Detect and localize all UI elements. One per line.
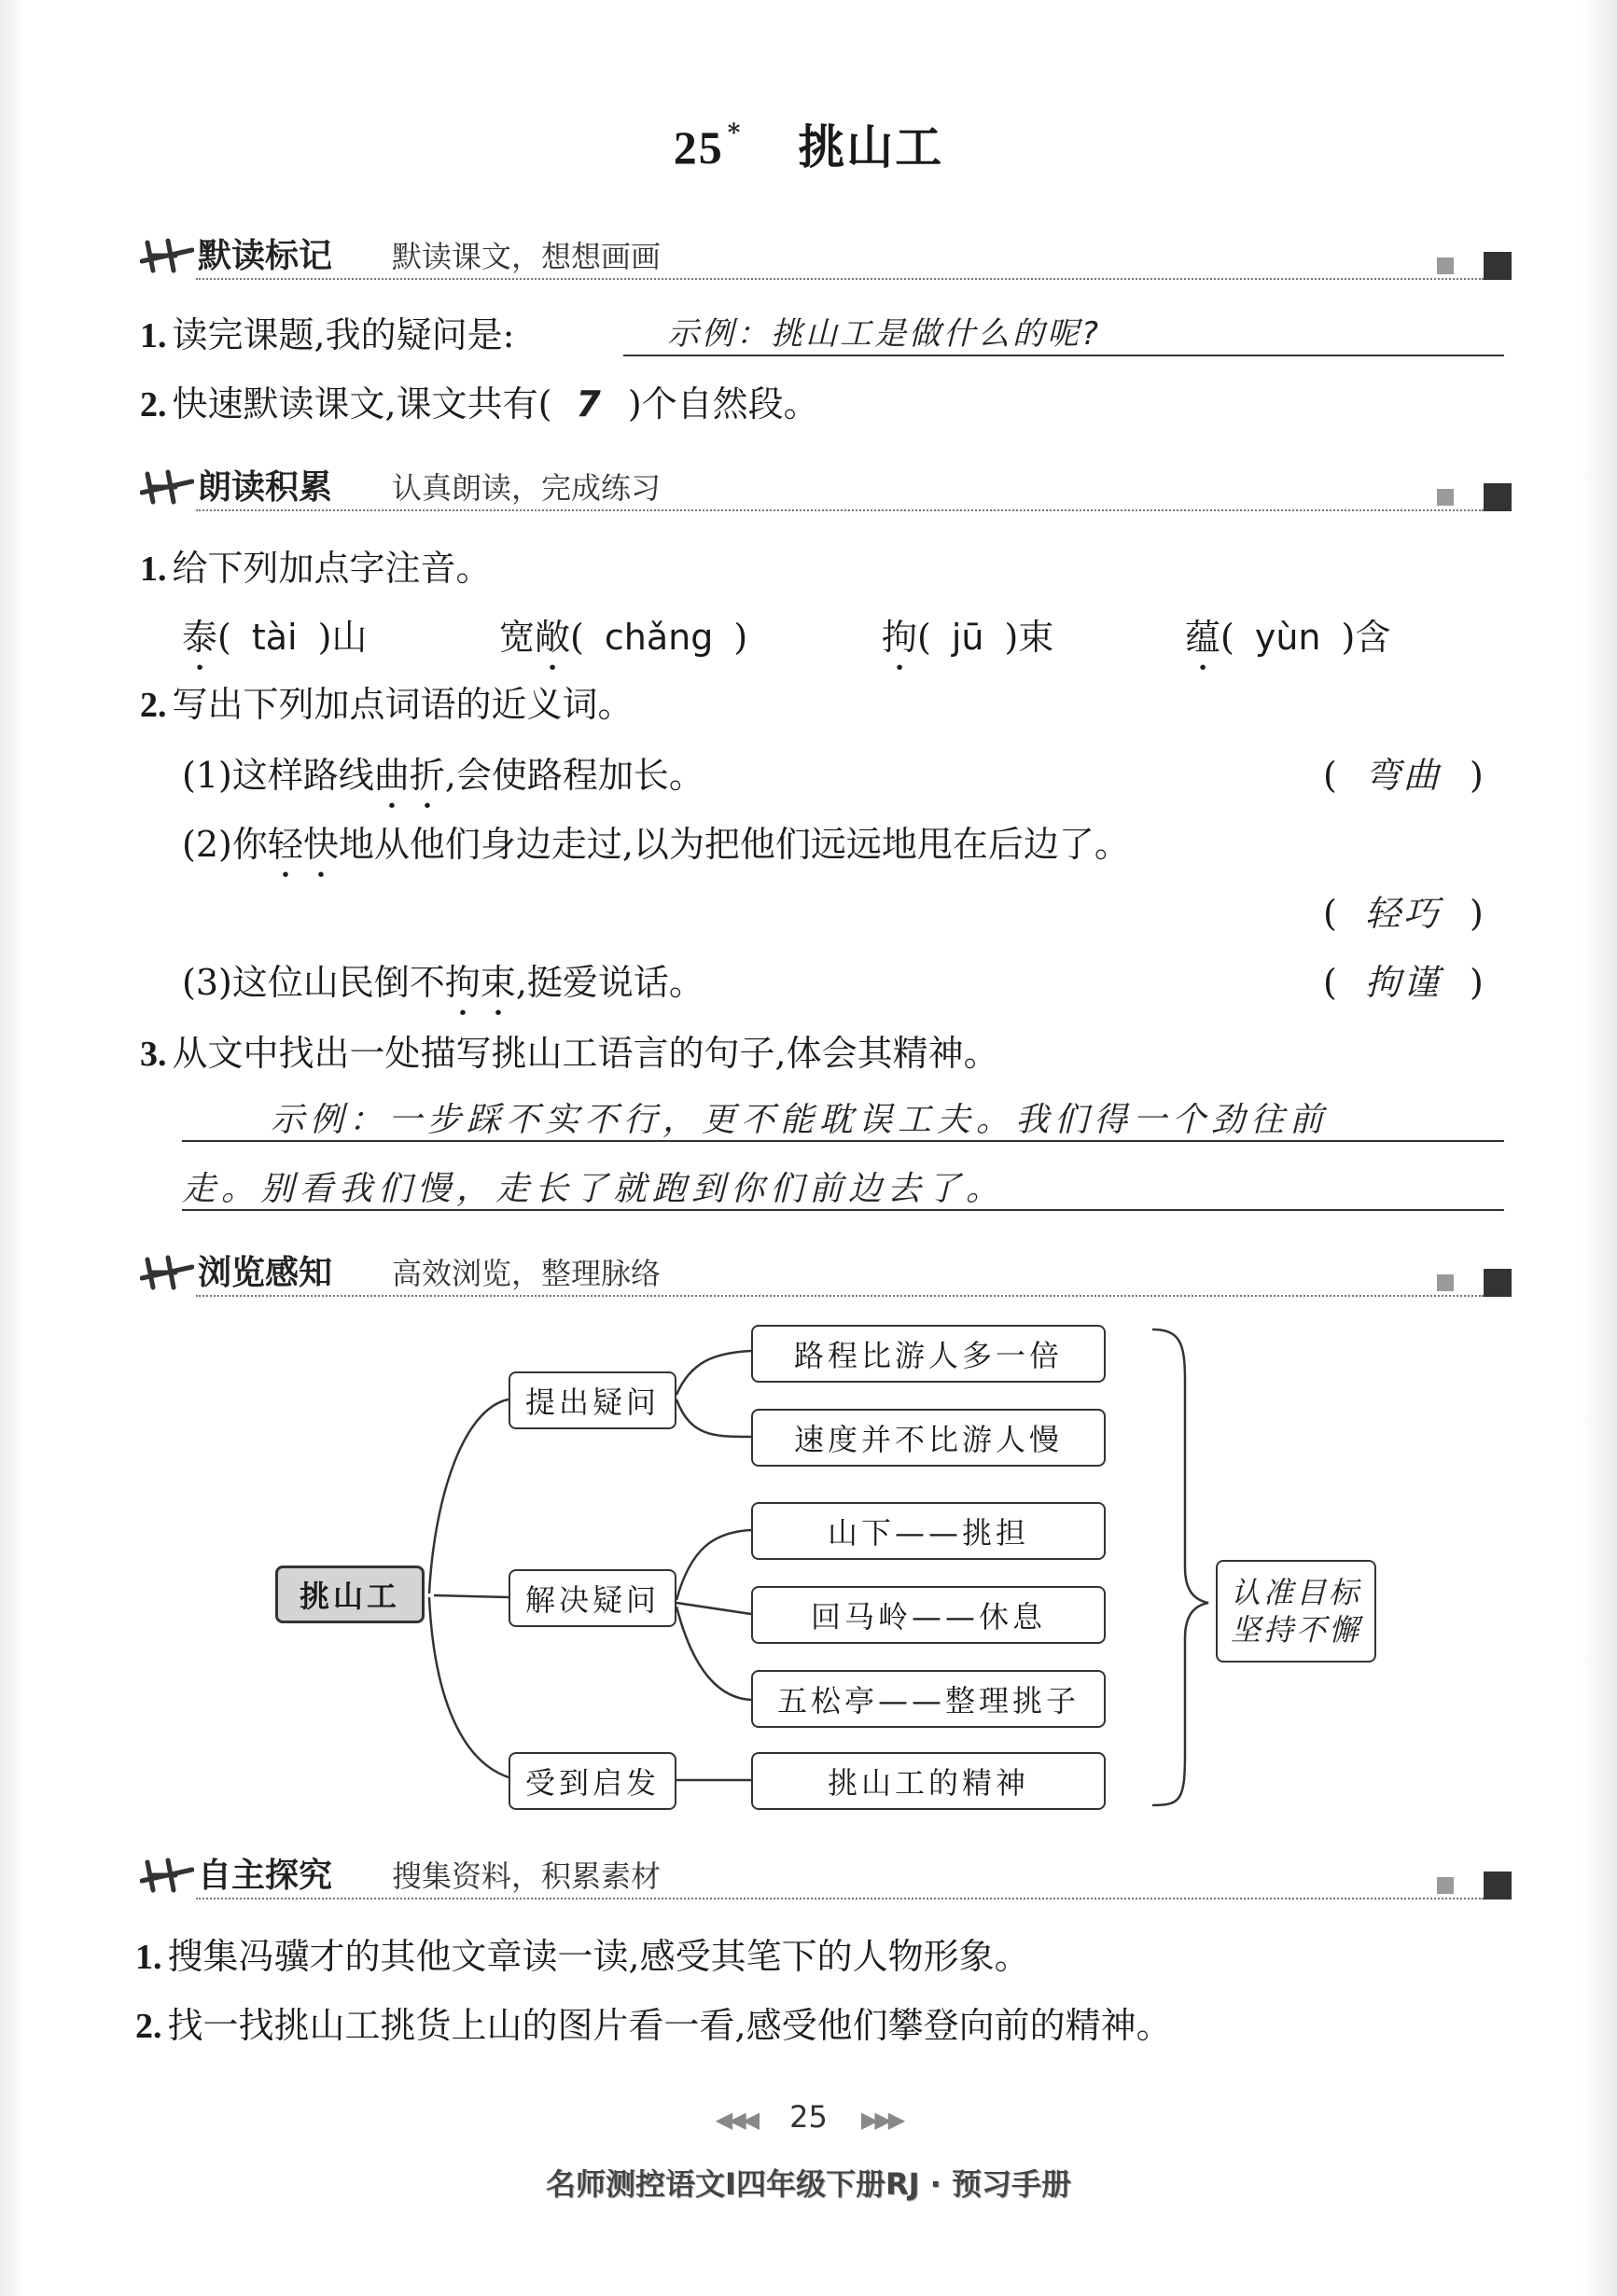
pinyin-item: 宽敞( chǎng )	[499, 617, 748, 658]
section-square-dark	[1484, 1269, 1512, 1297]
section-header-browsing	[140, 1241, 1512, 1301]
section-square-light	[1437, 1877, 1454, 1894]
mind-map-leaf: 挑山工的精神	[751, 1752, 1106, 1810]
question-1	[140, 306, 514, 357]
connector-root-inspire	[429, 1597, 509, 1777]
goal-line-2: 坚持不懈	[1230, 1612, 1361, 1648]
section-square-dark	[1484, 1872, 1512, 1899]
section-square-light	[1437, 1274, 1454, 1291]
plain-char: 宽	[499, 617, 536, 658]
pinyin-answer[interactable]: yùn	[1254, 617, 1321, 658]
answer-underline	[623, 355, 1504, 356]
section-subtitle: 搜集资料，积累素材	[392, 1858, 662, 1894]
section-rule	[196, 278, 1484, 280]
mind-map-root: 挑山工	[275, 1565, 425, 1623]
plain-char: 束	[1018, 617, 1054, 658]
answer-underline	[182, 1209, 1504, 1211]
question-text: 写出下列加点词语的近义词。	[172, 684, 634, 725]
sentence-3	[182, 953, 704, 1023]
synonym-answer-1: ( 弯曲 )	[1323, 755, 1484, 796]
synonym-answer-2: ( 轻巧 )	[1323, 893, 1484, 934]
mind-map-branch: 受到启发	[509, 1752, 676, 1810]
connector-q-leaf1	[676, 1351, 751, 1395]
section-square-dark	[1484, 252, 1512, 280]
sentence-text: 地从他们身边走过,以为把他们远远地甩在后边了。	[338, 824, 1130, 865]
mind-map-leaf: 路程比游人多一倍	[751, 1325, 1106, 1383]
question-text: 搜集冯骥才的其他文章读一读,感受其笔下的人物形象。	[167, 1936, 1030, 1977]
sentence-2	[182, 815, 1130, 885]
pinyin-item: 拘( jū )束	[882, 617, 1054, 658]
page-edge-right	[1580, 0, 1617, 2296]
synonym-answer-text[interactable]: 弯曲	[1364, 755, 1442, 796]
mind-map	[275, 1306, 1376, 1829]
plain-char: 含	[1355, 617, 1391, 658]
dotted-char: 蕴	[1185, 617, 1221, 658]
lesson-title: 挑山工	[798, 119, 944, 174]
book-title: 名师测控语文Ⅰ四年级下册RJ · 预习手册	[546, 2166, 1071, 2202]
dotted-char: 拘	[882, 617, 918, 658]
previous-page-icon[interactable]: ◀◀◀	[715, 2107, 757, 2133]
question-1	[135, 1927, 1030, 1979]
synonym-answer-text[interactable]: 轻巧	[1364, 893, 1442, 934]
synonym-answer-text[interactable]: 拘谨	[1364, 962, 1442, 1003]
sentence-text: (1)这样路线	[182, 755, 374, 796]
section-logo-icon	[140, 1853, 194, 1898]
question-number: 1.	[135, 1938, 162, 1977]
dotted-word: 拘束	[444, 962, 516, 1003]
dotted-word: 轻快	[267, 824, 339, 865]
section-header-silent-reading	[140, 224, 1512, 284]
question-text-end: )个自然段。	[627, 383, 819, 424]
connector-s-leaf3	[676, 1607, 751, 1700]
section-subtitle: 默读课文，想想画画	[392, 239, 662, 274]
brace	[1152, 1329, 1208, 1805]
section-square-light	[1437, 489, 1454, 506]
section-logo-icon	[140, 1250, 194, 1295]
mind-map-leaf: 山下——挑担	[751, 1502, 1106, 1560]
section-square-dark	[1484, 483, 1512, 511]
mind-map-branch: 提出疑问	[509, 1371, 676, 1429]
section-logo-icon	[140, 233, 194, 278]
mind-map-leaf: 五松亭——整理挑子	[751, 1670, 1106, 1728]
dotted-char: 泰	[182, 617, 218, 658]
question-text: 给下列加点字注音。	[172, 548, 492, 589]
question-number: 2.	[140, 385, 167, 424]
question-number: 1.	[140, 550, 167, 589]
section-rule	[196, 1295, 1484, 1297]
question-text: 从文中找出一处描写挑山工语言的句子,体会其精神。	[172, 1033, 999, 1074]
answer-question-3-line-1[interactable]: 示例：一步踩不实不行，更不能耽误工夫。我们得一个劲往前	[271, 1101, 1330, 1139]
sentence-text: ,挺爱说话。	[515, 962, 704, 1003]
pinyin-answer[interactable]: jū	[951, 617, 984, 658]
mind-map-connectors	[275, 1306, 1376, 1829]
mind-map-leaf: 速度并不比游人慢	[751, 1409, 1106, 1467]
connector-q-leaf2	[676, 1399, 751, 1437]
question-2	[140, 375, 819, 426]
connector-root-question	[429, 1399, 509, 1593]
section-name: 默读标记	[198, 237, 333, 275]
sentence-text: (2)你	[182, 824, 268, 865]
question-text: 快速默读课文,课文共有(	[172, 383, 552, 424]
section-logo-icon	[140, 465, 194, 509]
sentence-text: (3)这位山民倒不	[182, 962, 445, 1003]
question-number: 2.	[140, 686, 167, 725]
pinyin-answer[interactable]: chǎng	[604, 617, 714, 658]
section-name: 朗读积累	[198, 468, 333, 507]
mind-map-goal[interactable]	[1216, 1560, 1376, 1663]
synonym-answer-3: ( 拘谨 )	[1323, 962, 1484, 1003]
connector-root-solve	[434, 1595, 509, 1597]
page-number: 25	[789, 2099, 828, 2135]
question-text: 读完课题,我的疑问是:	[172, 314, 515, 355]
question-number: 3.	[140, 1035, 167, 1074]
page-edge-left	[0, 0, 26, 2296]
goal-line-1: 认准目标	[1230, 1575, 1361, 1610]
section-name: 自主探究	[198, 1857, 333, 1895]
answer-question-3-line-2[interactable]: 走。别看我们慢，走长了就跑到你们前边去了。	[182, 1170, 1006, 1208]
answer-question-1[interactable]: 示例：挑山工是做什么的呢?	[667, 315, 1102, 353]
question-1	[140, 539, 492, 591]
connector-s-leaf1	[676, 1530, 751, 1600]
page-navigation	[0, 2099, 1617, 2135]
mind-map-branch: 解决疑问	[509, 1569, 676, 1627]
section-rule	[196, 1898, 1484, 1899]
section-rule	[196, 509, 1484, 511]
section-header-reading-aloud	[140, 455, 1512, 515]
page-title	[0, 110, 1617, 177]
question-3	[140, 1024, 999, 1076]
plain-char: 山	[331, 617, 368, 658]
question-text: 找一找挑山工挑货上山的图片看一看,感受他们攀登向前的精神。	[167, 2005, 1172, 2046]
lesson-number: 25	[673, 121, 724, 174]
section-header-self-exploration	[140, 1844, 1512, 1903]
section-square-light	[1437, 257, 1454, 274]
dotted-char: 敞	[535, 617, 571, 658]
dotted-word: 曲折	[373, 755, 445, 796]
pinyin-item: 泰( tài )山	[182, 617, 368, 658]
pinyin-item: 蕴( yùn )含	[1185, 617, 1391, 658]
question-number: 1.	[140, 316, 167, 355]
connector-s-leaf2	[676, 1603, 751, 1614]
sentence-1	[182, 746, 704, 816]
question-2	[135, 1997, 1172, 2048]
section-subtitle: 认真朗读，完成练习	[392, 470, 662, 506]
next-page-icon[interactable]: ▶▶▶	[860, 2107, 902, 2133]
question-2	[140, 675, 634, 727]
answer-underline	[182, 1140, 1504, 1142]
sentence-text: ,会使路程加长。	[444, 755, 704, 796]
section-subtitle: 高效浏览，整理脉络	[392, 1256, 662, 1291]
section-name: 浏览感知	[198, 1254, 333, 1292]
question-number: 2.	[135, 2007, 162, 2046]
mind-map-leaf: 回马岭——休息	[751, 1586, 1106, 1644]
lesson-star: *	[727, 119, 743, 147]
answer-question-2[interactable]: 7	[576, 383, 604, 424]
pinyin-answer[interactable]: tài	[251, 617, 298, 658]
